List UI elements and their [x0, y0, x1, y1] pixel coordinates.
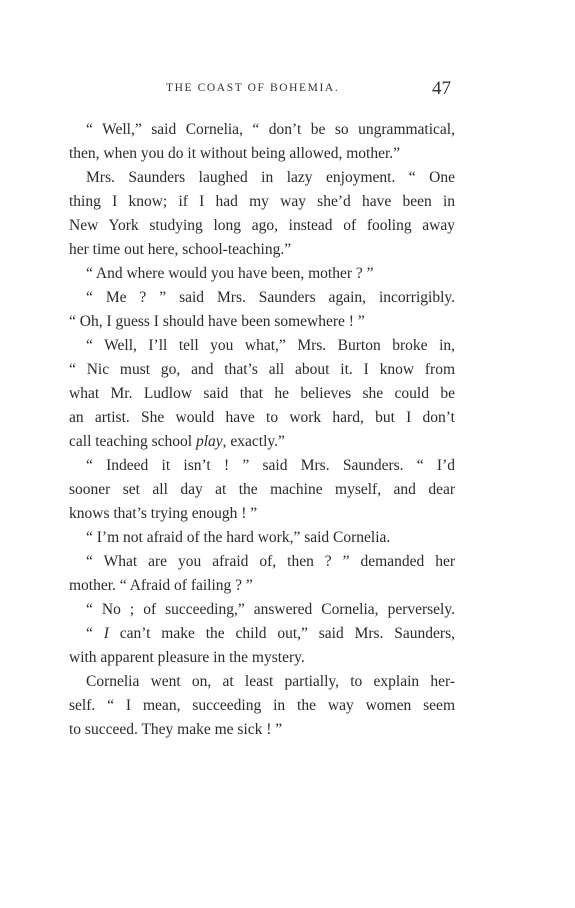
text-line: Mrs. Saunders laughed in lazy enjoyment. “ One — [86, 169, 455, 186]
text-line: an artist. She would have to work hard, but I don’t — [69, 409, 455, 426]
text-segment: , exactly.” — [222, 433, 285, 450]
text-line — [69, 432, 285, 452]
italic-word: I — [103, 625, 109, 642]
text-line: with apparent pleasure in the mystery. — [69, 649, 305, 666]
text-line: mother. “ Afraid of failing ? ” — [69, 577, 253, 594]
text-line: “ Oh, I guess I should have been somewhere ! ” — [69, 313, 365, 330]
text-line: what Mr. Ludlow said that he believes she could be — [69, 385, 455, 402]
text-line: sooner set all day at the machine myself, and dear — [69, 481, 455, 498]
text-line: “ Indeed it isn’t ! ” said Mrs. Saunders. “ I’d — [86, 457, 455, 474]
text-line: “ What are you afraid of, then ? ” demanded her — [86, 553, 455, 570]
text-line: Cornelia went on, at least partially, to explain her- — [86, 673, 455, 690]
running-title: THE COAST OF BOHEMIA. — [166, 82, 340, 94]
running-head — [0, 80, 575, 100]
page-number: 47 — [432, 78, 451, 99]
text-line: “ I’m not afraid of the hard work,” said Cornelia. — [86, 529, 391, 546]
text-segment: “ — [86, 625, 104, 642]
text-line — [86, 624, 455, 644]
text-line: “ Well,” said Cornelia, “ don’t be so ungrammatical, — [86, 121, 455, 138]
text-line: to succeed. They make me sick ! ” — [69, 721, 283, 738]
text-line: “ Nic must go, and that’s all about it. I know from — [69, 361, 455, 378]
italic-word: play — [195, 433, 223, 450]
text-line: New York studying long ago, instead of fooling away — [69, 217, 455, 234]
text-line: “ And where would you have been, mother ? ” — [86, 265, 374, 282]
text-line: her time out here, school-teaching.” — [69, 241, 292, 258]
text-line: thing I know; if I had my way she’d have been in — [69, 193, 455, 210]
text-segment: can’t make the child out,” said Mrs. Saunders, — [108, 625, 455, 642]
text-line: “ Me ? ” said Mrs. Saunders again, incorrigibly. — [86, 289, 455, 306]
text-line: then, when you do it without being allowed, mother.” — [69, 145, 401, 162]
text-line: “ No ; of succeeding,” answered Cornelia, perversely. — [86, 601, 455, 618]
text-line: “ Well, I’ll tell you what,” Mrs. Burton broke in, — [86, 337, 455, 354]
text-segment: call teaching school — [69, 433, 196, 450]
text-line: self. “ I mean, succeeding in the way women seem — [69, 697, 455, 714]
text-line: knows that’s trying enough ! ” — [69, 505, 258, 522]
